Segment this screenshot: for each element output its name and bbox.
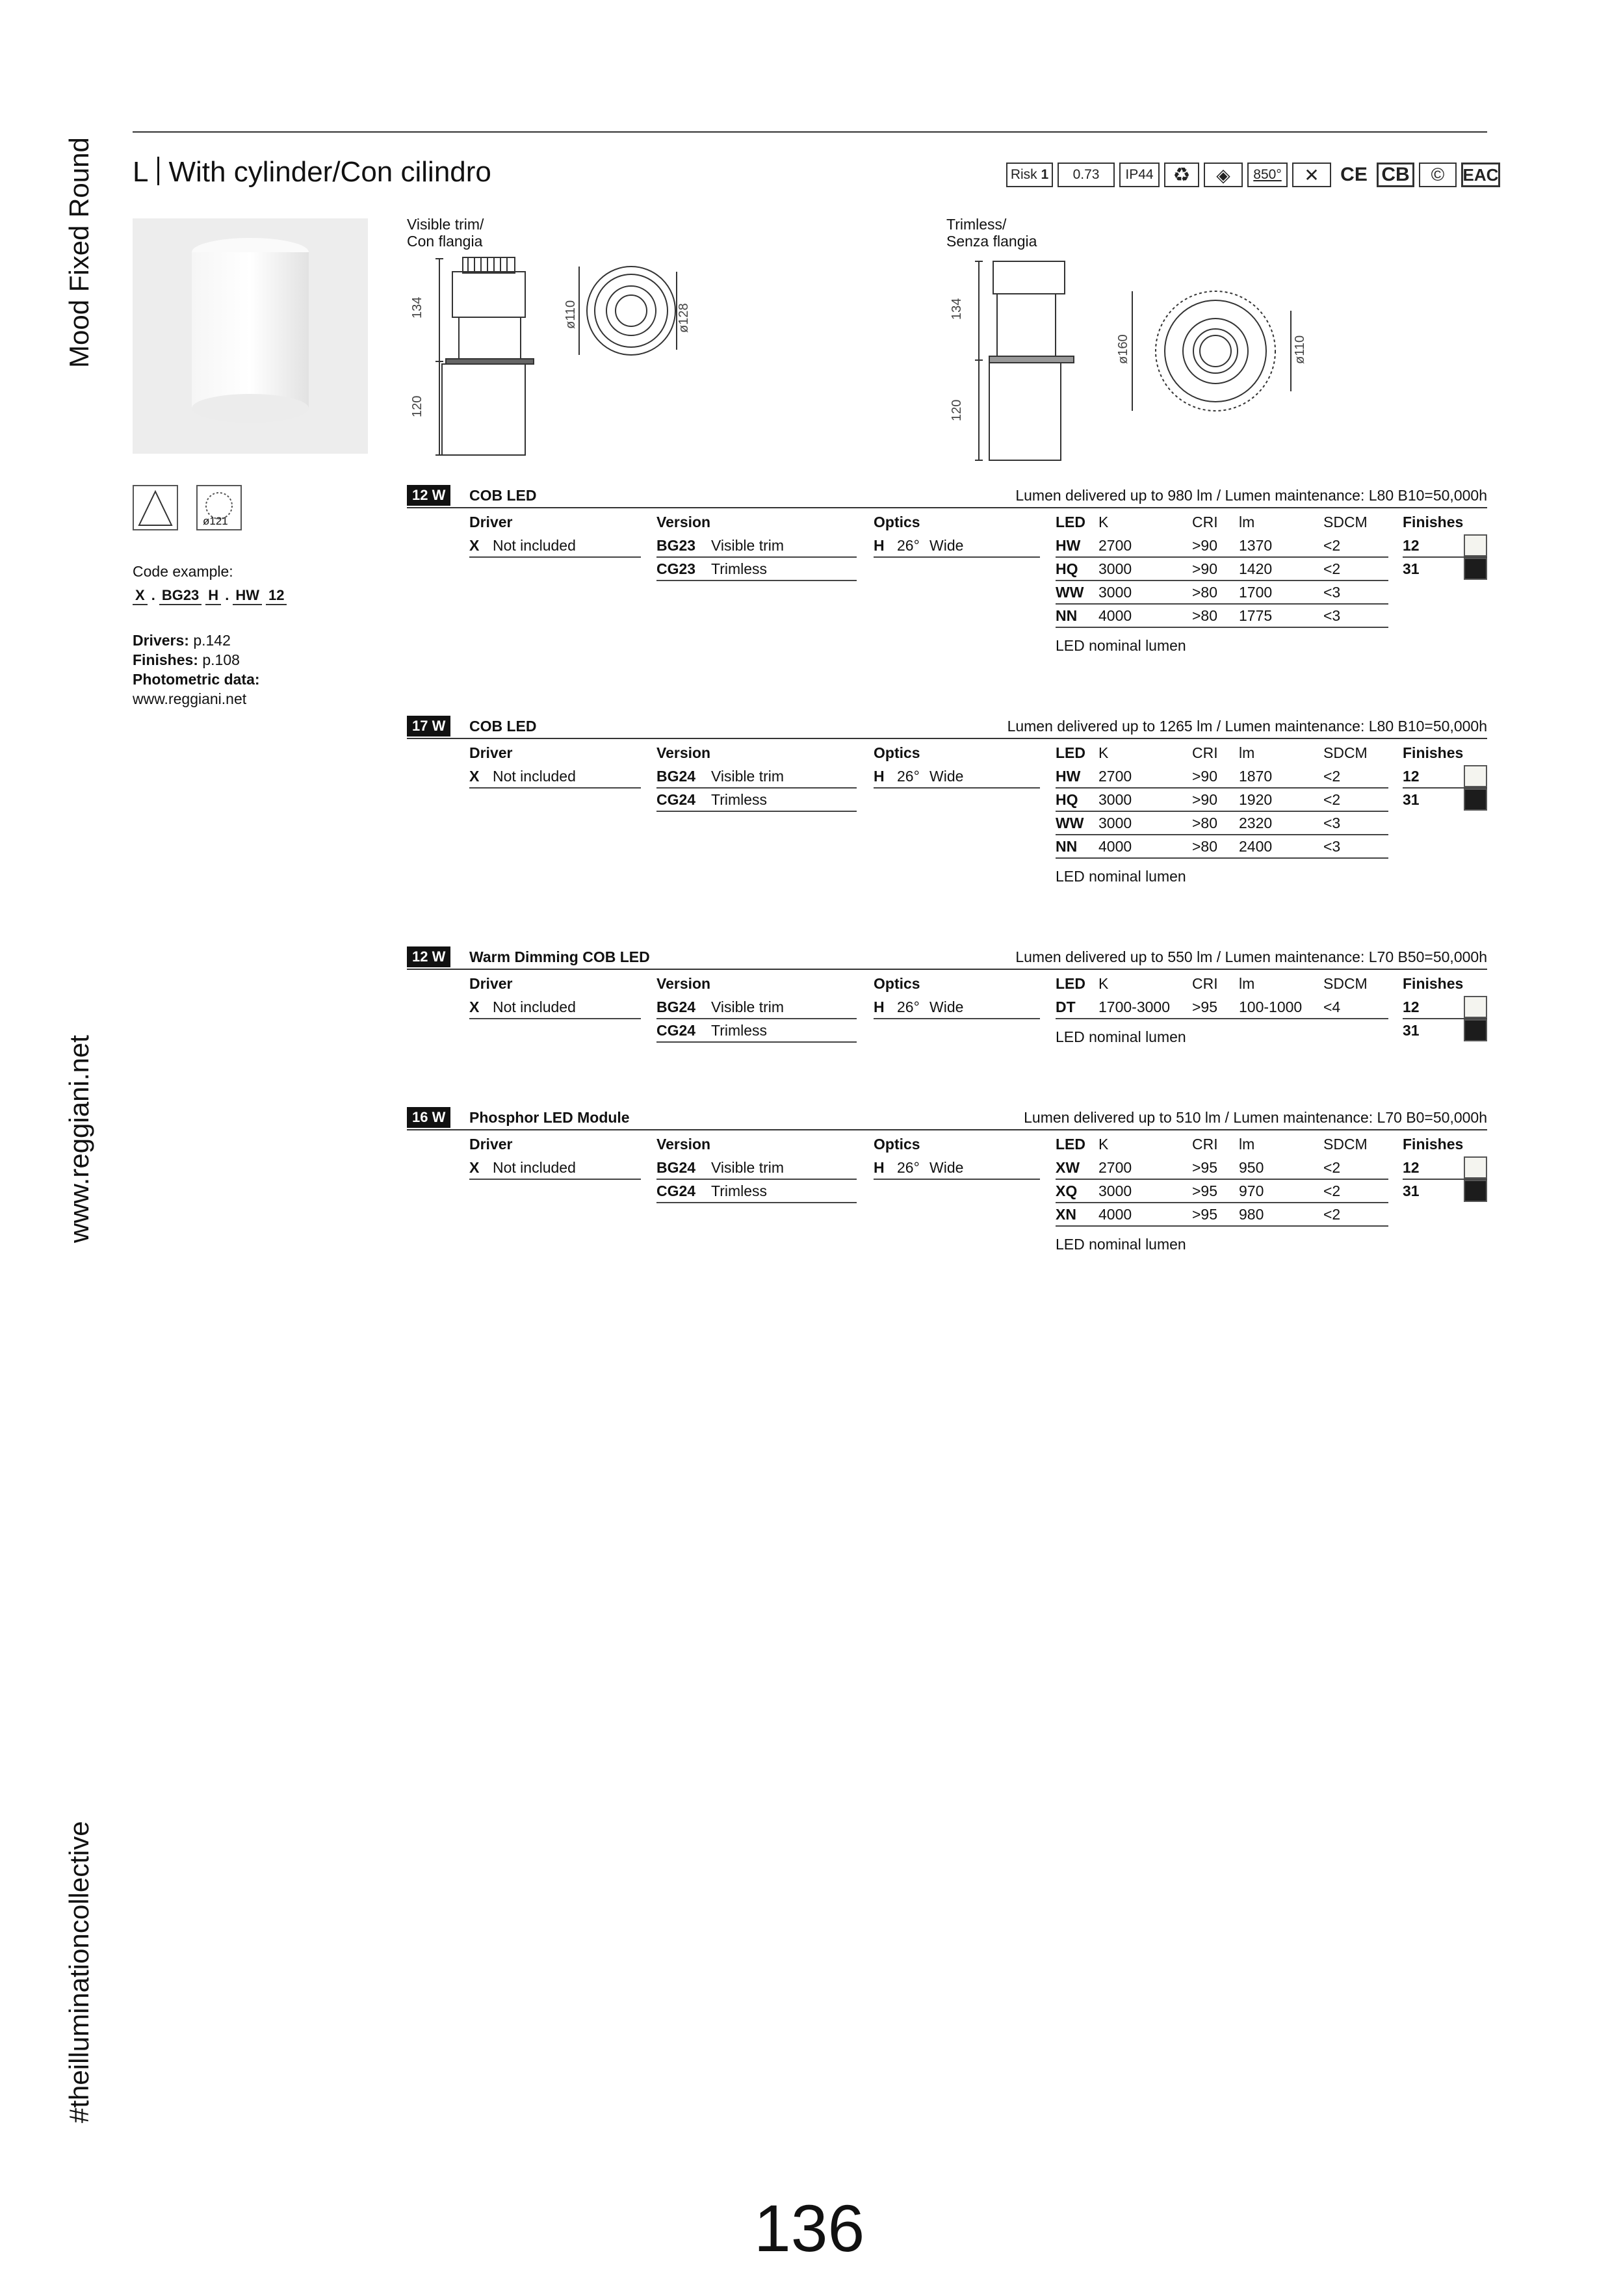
version-row	[656, 1180, 857, 1203]
driver-header: Driver	[469, 514, 513, 530]
version-label: Trimless	[711, 791, 768, 808]
ce-mark: CE	[1340, 164, 1368, 185]
ip-badge: IP44	[1119, 163, 1160, 187]
dim-height-120: 120	[410, 395, 424, 417]
optics-row	[874, 534, 1040, 558]
driver-row	[469, 534, 641, 558]
cutout-icon	[196, 485, 242, 530]
led-code: XN	[1056, 1206, 1076, 1223]
size-letter: L	[133, 156, 149, 188]
driver-row	[469, 765, 641, 789]
version-code: CG24	[656, 1182, 696, 1199]
led-sdcm: <2	[1323, 791, 1341, 808]
led-kelvin: 4000	[1098, 607, 1132, 624]
driver-header: Driver	[469, 744, 513, 761]
version-label: Visible trim	[711, 1159, 785, 1176]
lamp-class-icon: ◈	[1204, 163, 1243, 187]
optics-header: Optics	[874, 514, 920, 530]
product-image	[133, 218, 368, 454]
finish-swatch	[1464, 1156, 1487, 1179]
led-header-sdcm: SDCM	[1323, 514, 1368, 530]
optics-row	[874, 996, 1040, 1019]
finish-row	[1403, 1180, 1487, 1203]
finishes-label: Finishes:	[133, 651, 198, 668]
driver-code: X	[469, 998, 480, 1015]
visible-trim-label	[407, 216, 484, 250]
version-code: BG24	[656, 1159, 696, 1176]
led-row	[1056, 789, 1388, 812]
version-row	[656, 1156, 857, 1180]
version-label: Visible trim	[711, 998, 785, 1015]
finishes-column	[1403, 510, 1487, 581]
led-kelvin: 3000	[1098, 791, 1132, 808]
led-code: HQ	[1056, 560, 1078, 577]
led-header	[1056, 1132, 1388, 1156]
version-header: Version	[656, 1136, 711, 1153]
led-sdcm: <2	[1323, 1182, 1341, 1199]
led-row	[1056, 1156, 1388, 1180]
finishes-page: p.108	[202, 651, 240, 668]
finish-swatch	[1464, 534, 1487, 556]
title-divider	[157, 157, 159, 185]
led-row	[1056, 534, 1388, 558]
led-header-code: LED	[1056, 744, 1085, 761]
led-sdcm: <3	[1323, 607, 1341, 624]
led-row	[1056, 812, 1388, 835]
optics-label: Wide	[929, 1159, 964, 1176]
led-nominal-note: LED nominal lumen	[1056, 1028, 1186, 1045]
side-family-title: Mood Fixed Round	[64, 137, 94, 368]
led-header-k: K	[1098, 1136, 1109, 1153]
optics-code: H	[874, 1159, 885, 1176]
trimless-label-it: Senza flangia	[946, 233, 1037, 250]
cb-mark: CB	[1377, 163, 1414, 187]
page-title	[133, 156, 491, 189]
led-header-cri: CRI	[1192, 514, 1218, 530]
lumen-info: Lumen delivered up to 980 lm / Lumen maintenance: L80 B10=50,000h	[1015, 487, 1487, 504]
optics-code: H	[874, 537, 885, 554]
finish-swatch	[1464, 789, 1487, 811]
led-kelvin: 3000	[1098, 584, 1132, 601]
led-code: NN	[1056, 607, 1078, 624]
led-header-k: K	[1098, 744, 1109, 761]
version-label: Trimless	[711, 560, 768, 577]
led-kelvin: 3000	[1098, 560, 1132, 577]
optics-angle: 26°	[897, 998, 920, 1015]
photometric-label: Photometric data:	[133, 671, 260, 688]
code-example-label: Code example:	[133, 563, 233, 580]
led-cri: >80	[1192, 584, 1218, 601]
drivers-label: Drivers:	[133, 632, 189, 649]
version-row	[656, 996, 857, 1019]
version-code: CG24	[656, 1022, 696, 1039]
optics-label: Wide	[929, 998, 964, 1015]
section-title: Warm Dimming COB LED	[469, 948, 650, 965]
led-column	[1056, 740, 1388, 885]
code-sep-1: .	[151, 587, 155, 603]
led-header-code: LED	[1056, 514, 1085, 530]
led-kelvin: 3000	[1098, 1182, 1132, 1199]
finish-row	[1403, 1156, 1487, 1180]
driver-row	[469, 1156, 641, 1180]
led-code: DT	[1056, 998, 1076, 1015]
led-kelvin: 2700	[1098, 537, 1132, 554]
led-kelvin: 3000	[1098, 815, 1132, 831]
led-nominal-note: LED nominal lumen	[1056, 637, 1186, 654]
lumen-info: Lumen delivered up to 550 lm / Lumen maintenance: L70 B50=50,000h	[1015, 948, 1487, 965]
finish-code: 12	[1403, 998, 1420, 1015]
finishes-header: Finishes	[1403, 514, 1464, 530]
driver-column	[469, 1132, 641, 1180]
cylinder-illustration	[133, 218, 368, 454]
led-header-k: K	[1098, 975, 1109, 992]
led-header-lm: lm	[1239, 975, 1255, 992]
risk-badge: Risk 1	[1006, 163, 1053, 187]
version-code: BG24	[656, 768, 696, 785]
driver-row	[469, 996, 641, 1019]
led-row	[1056, 835, 1388, 859]
led-cri: >95	[1192, 1206, 1218, 1223]
led-header-code: LED	[1056, 975, 1085, 992]
led-header-lm: lm	[1239, 1136, 1255, 1153]
version-column	[656, 510, 857, 581]
version-column	[656, 971, 857, 1043]
led-sdcm: <2	[1323, 1206, 1341, 1223]
cos-phi-badge: 0.73	[1058, 163, 1115, 187]
led-lumen: 1700	[1239, 584, 1273, 601]
led-code: HQ	[1056, 791, 1078, 808]
dim-d110: ø110	[564, 300, 578, 329]
drivers-page: p.142	[193, 632, 231, 649]
driver-column	[469, 740, 641, 789]
version-code: BG23	[656, 537, 696, 554]
driver-label: Not included	[493, 537, 576, 554]
section-header	[407, 485, 1487, 508]
led-header	[1056, 740, 1388, 765]
finish-code: 12	[1403, 768, 1420, 785]
led-nominal-note: LED nominal lumen	[1056, 868, 1186, 885]
driver-code: X	[469, 537, 480, 554]
led-code: HW	[1056, 768, 1081, 785]
optics-column	[874, 1132, 1040, 1180]
section-title: COB LED	[469, 718, 537, 735]
optics-angle: 26°	[897, 1159, 920, 1176]
side-website: www.reggiani.net	[64, 1035, 94, 1243]
lumen-info: Lumen delivered up to 510 lm / Lumen maintenance: L70 B0=50,000h	[1024, 1109, 1487, 1126]
led-row	[1056, 996, 1388, 1019]
version-code: CG23	[656, 560, 696, 577]
led-row	[1056, 581, 1388, 605]
finish-code: 12	[1403, 1159, 1420, 1176]
section-header	[407, 716, 1487, 739]
finish-row	[1403, 996, 1487, 1019]
visible-trim-drawing	[407, 252, 719, 460]
optics-header: Optics	[874, 975, 920, 992]
version-header: Version	[656, 744, 711, 761]
reference-notes	[133, 631, 260, 709]
finish-code: 31	[1403, 1022, 1420, 1039]
version-column	[656, 740, 857, 812]
visible-trim-label-it: Con flangia	[407, 233, 483, 250]
version-row	[656, 534, 857, 558]
led-code: HW	[1056, 537, 1081, 554]
dim-height-134-trimless: 134	[950, 298, 964, 320]
led-header	[1056, 510, 1388, 534]
wattage-badge: 12 W	[407, 946, 450, 967]
version-column	[656, 1132, 857, 1203]
section-header	[407, 1107, 1487, 1130]
finish-row	[1403, 534, 1487, 558]
led-lumen: 950	[1239, 1159, 1264, 1176]
led-header-k: K	[1098, 514, 1109, 530]
product-section	[407, 1107, 1487, 1253]
led-lumen: 970	[1239, 1182, 1264, 1199]
led-row	[1056, 605, 1388, 628]
led-cri: >90	[1192, 560, 1218, 577]
led-sdcm: <3	[1323, 584, 1341, 601]
version-label: Visible trim	[711, 768, 785, 785]
led-kelvin: 1700-3000	[1098, 998, 1170, 1015]
dim-d110-trimless: ø110	[1293, 335, 1307, 364]
product-section	[407, 946, 1487, 1045]
version-header: Version	[656, 514, 711, 530]
finish-row	[1403, 1019, 1487, 1043]
led-lumen: 2400	[1239, 838, 1273, 855]
version-row	[656, 558, 857, 581]
led-lumen: 1370	[1239, 537, 1273, 554]
optics-label: Wide	[929, 768, 964, 785]
led-header-sdcm: SDCM	[1323, 1136, 1368, 1153]
wattage-badge: 16 W	[407, 1107, 450, 1128]
certification-badges	[1006, 163, 1500, 187]
led-row	[1056, 558, 1388, 581]
led-lumen: 2320	[1239, 815, 1273, 831]
dim-height-134: 134	[410, 296, 424, 319]
led-lumen: 100-1000	[1239, 998, 1303, 1015]
finish-row	[1403, 558, 1487, 581]
top-rule	[133, 131, 1487, 133]
finish-code: 31	[1403, 1182, 1420, 1199]
led-sdcm: <2	[1323, 560, 1341, 577]
dim-d128: ø128	[677, 303, 691, 333]
code-version: BG23	[159, 587, 201, 605]
product-section	[407, 716, 1487, 885]
version-row	[656, 789, 857, 812]
version-label: Trimless	[711, 1182, 768, 1199]
driver-label: Not included	[493, 998, 576, 1015]
optics-code: H	[874, 998, 885, 1015]
led-code: WW	[1056, 815, 1084, 831]
finish-row	[1403, 789, 1487, 812]
trimless-drawing	[946, 252, 1336, 467]
optics-column	[874, 740, 1040, 789]
led-header-sdcm: SDCM	[1323, 744, 1368, 761]
finishes-column	[1403, 740, 1487, 812]
driver-label: Not included	[493, 768, 576, 785]
finish-code: 31	[1403, 791, 1420, 808]
led-sdcm: <3	[1323, 815, 1341, 831]
photometric-link[interactable]: www.reggiani.net	[133, 690, 247, 707]
code-optics: H	[205, 587, 221, 605]
finishes-header: Finishes	[1403, 744, 1464, 761]
dim-d160: ø160	[1116, 334, 1130, 364]
led-kelvin: 2700	[1098, 768, 1132, 785]
dim-height-120-trimless: 120	[950, 399, 964, 421]
page-number: 136	[754, 2191, 865, 2265]
led-header-cri: CRI	[1192, 744, 1218, 761]
side-hashtag: #theilluminationcollective	[64, 1821, 94, 2123]
led-column	[1056, 1132, 1388, 1253]
led-column	[1056, 971, 1388, 1046]
led-code: XQ	[1056, 1182, 1078, 1199]
led-kelvin: 2700	[1098, 1159, 1132, 1176]
code-sep-2: .	[225, 587, 229, 603]
led-row	[1056, 1180, 1388, 1203]
led-cri: >90	[1192, 768, 1218, 785]
led-lumen: 1870	[1239, 768, 1273, 785]
section-title: Phosphor LED Module	[469, 1109, 630, 1126]
led-sdcm: <2	[1323, 1159, 1341, 1176]
led-code: WW	[1056, 584, 1084, 601]
eac-mark: EAC	[1461, 163, 1500, 187]
led-header-lm: lm	[1239, 744, 1255, 761]
led-cri: >95	[1192, 1182, 1218, 1199]
wattage-badge: 17 W	[407, 716, 450, 737]
version-header: Version	[656, 975, 711, 992]
led-header-sdcm: SDCM	[1323, 975, 1368, 992]
optics-angle: 26°	[897, 537, 920, 554]
led-sdcm: <3	[1323, 838, 1341, 855]
code-example	[133, 587, 287, 605]
led-sdcm: <4	[1323, 998, 1341, 1015]
optics-label: Wide	[929, 537, 964, 554]
optics-row	[874, 765, 1040, 789]
optics-row	[874, 1156, 1040, 1180]
optics-code: H	[874, 768, 885, 785]
finish-code: 31	[1403, 560, 1420, 577]
title-text: With cylinder/Con cilindro	[168, 156, 491, 188]
optics-header: Optics	[874, 1136, 920, 1153]
version-row	[656, 765, 857, 789]
led-cri: >80	[1192, 815, 1218, 831]
recycle-icon: ♻	[1164, 163, 1199, 187]
code-led: HW	[233, 587, 262, 605]
version-label: Visible trim	[711, 537, 785, 554]
led-lumen: 1775	[1239, 607, 1273, 624]
no-insulation-icon: ✕	[1292, 163, 1331, 187]
led-nominal-note: LED nominal lumen	[1056, 1236, 1186, 1253]
led-header-code: LED	[1056, 1136, 1085, 1153]
led-header	[1056, 971, 1388, 996]
led-cri: >90	[1192, 537, 1218, 554]
product-section	[407, 485, 1487, 654]
trimless-label	[946, 216, 1037, 250]
led-cri: >95	[1192, 1159, 1218, 1176]
version-label: Trimless	[711, 1022, 768, 1039]
trimless-label-en: Trimless/	[946, 216, 1007, 233]
finish-swatch	[1464, 558, 1487, 580]
led-kelvin: 4000	[1098, 1206, 1132, 1223]
driver-label: Not included	[493, 1159, 576, 1176]
optics-column	[874, 971, 1040, 1019]
led-kelvin: 4000	[1098, 838, 1132, 855]
code-finish: 12	[266, 587, 287, 605]
led-row	[1056, 765, 1388, 789]
version-code: BG24	[656, 998, 696, 1015]
finish-row	[1403, 765, 1487, 789]
driver-header: Driver	[469, 975, 513, 992]
version-code: CG24	[656, 791, 696, 808]
cutout-diameter: ø121	[203, 515, 228, 527]
optics-angle: 26°	[897, 768, 920, 785]
driver-column	[469, 510, 641, 558]
led-sdcm: <2	[1323, 768, 1341, 785]
led-row	[1056, 1203, 1388, 1227]
finish-swatch	[1464, 996, 1487, 1018]
led-lumen: 1420	[1239, 560, 1273, 577]
optics-column	[874, 510, 1040, 558]
led-sdcm: <2	[1323, 537, 1341, 554]
led-cri: >80	[1192, 607, 1218, 624]
version-row	[656, 1019, 857, 1043]
driver-code: X	[469, 1159, 480, 1176]
ccc-mark: ©	[1419, 163, 1457, 187]
ceiling-install-icon	[133, 485, 178, 530]
lumen-info: Lumen delivered up to 1265 lm / Lumen maintenance: L80 B10=50,000h	[1007, 718, 1487, 735]
driver-code: X	[469, 768, 480, 785]
led-header-cri: CRI	[1192, 975, 1218, 992]
finish-swatch	[1464, 1180, 1487, 1202]
section-header	[407, 946, 1487, 970]
led-header-lm: lm	[1239, 514, 1255, 530]
finishes-header: Finishes	[1403, 1136, 1464, 1153]
code-driver: X	[133, 587, 148, 605]
finishes-header: Finishes	[1403, 975, 1464, 992]
visible-trim-label-en: Visible trim/	[407, 216, 484, 233]
finish-code: 12	[1403, 537, 1420, 554]
driver-header: Driver	[469, 1136, 513, 1153]
wattage-badge: 12 W	[407, 485, 450, 506]
led-code: NN	[1056, 838, 1078, 855]
led-code: XW	[1056, 1159, 1080, 1176]
led-lumen: 980	[1239, 1206, 1264, 1223]
led-lumen: 1920	[1239, 791, 1273, 808]
optics-header: Optics	[874, 744, 920, 761]
driver-column	[469, 971, 641, 1019]
led-cri: >80	[1192, 838, 1218, 855]
finishes-column	[1403, 971, 1487, 1043]
led-column	[1056, 510, 1388, 655]
section-title: COB LED	[469, 487, 537, 504]
led-cri: >95	[1192, 998, 1218, 1015]
finish-swatch	[1464, 765, 1487, 787]
led-header-cri: CRI	[1192, 1136, 1218, 1153]
finishes-column	[1403, 1132, 1487, 1203]
finish-swatch	[1464, 1019, 1487, 1041]
led-cri: >90	[1192, 791, 1218, 808]
glow-wire-badge: 850°	[1247, 163, 1288, 187]
